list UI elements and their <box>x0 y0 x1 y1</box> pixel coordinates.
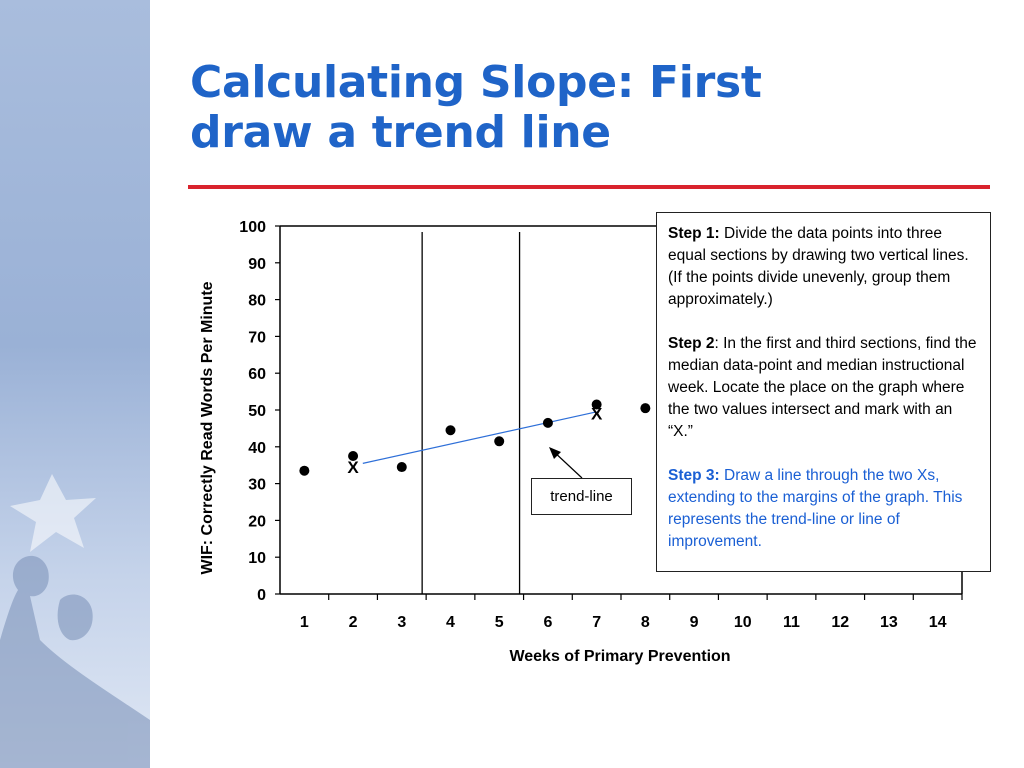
x-tick-label: 10 <box>733 614 752 631</box>
step-1-label: Step 1: <box>668 225 720 242</box>
x-axis-label: Weeks of Primary Prevention <box>509 648 731 665</box>
step-2 <box>668 333 980 443</box>
step-3-text: Draw a line through the two Xs, extending to the margins of the graph. This represents the trend-line or line of improvement. <box>668 467 963 550</box>
y-tick-label: 70 <box>248 329 266 347</box>
data-point <box>299 466 309 476</box>
trend-line-callout <box>531 478 632 515</box>
section-dividers <box>422 232 519 594</box>
y-tick-label: 30 <box>248 476 266 494</box>
y-tick-label: 100 <box>239 219 266 236</box>
x-tick-label: 11 <box>783 614 800 631</box>
x-axis-ticks <box>300 594 962 631</box>
step-3 <box>668 465 980 553</box>
data-point <box>640 403 650 413</box>
title-line-2: draw a trend line <box>190 107 611 158</box>
y-tick-label: 0 <box>257 587 266 604</box>
y-tick-label: 40 <box>248 439 266 457</box>
data-point <box>446 425 456 435</box>
x-tick-label: 9 <box>689 614 699 631</box>
x-tick-label: 4 <box>446 614 455 631</box>
step-1-text: Divide the data points into three equal sections by drawing two vertical lines. (If the points divide unevenly, group them approximately.) <box>668 225 969 308</box>
step-1 <box>668 223 980 311</box>
x-tick-label: 13 <box>880 614 898 631</box>
y-tick-label: 60 <box>248 366 266 384</box>
x-tick-label: 3 <box>397 614 407 631</box>
y-tick-label: 20 <box>248 513 266 531</box>
y-axis-ticks <box>239 219 280 604</box>
x-tick-label: 6 <box>543 614 553 631</box>
median-x-mark: X <box>590 404 603 424</box>
data-point <box>397 462 407 472</box>
median-marks <box>347 405 603 477</box>
title-line-1: Calculating Slope: First <box>190 57 762 108</box>
step-2-label: Step 2 <box>668 335 715 352</box>
x-tick-label: 8 <box>640 614 650 631</box>
x-tick-label: 14 <box>928 614 947 631</box>
median-x-mark: X <box>347 458 359 478</box>
y-axis-label: WIF: Correctly Read Words Per Minute <box>199 281 216 575</box>
data-point <box>494 436 504 446</box>
step-3-label: Step 3: <box>668 467 720 484</box>
y-tick-label: 10 <box>248 550 266 568</box>
steps-text-box <box>656 212 991 572</box>
x-tick-label: 1 <box>299 614 309 631</box>
x-tick-label: 7 <box>592 614 602 631</box>
data-point <box>543 418 553 428</box>
y-tick-label: 90 <box>248 255 266 273</box>
trend-line-callout-text: trend-line <box>550 488 613 505</box>
x-tick-label: 5 <box>494 614 504 631</box>
step-2-text: : In the first and third sections, find the median data-point and median instructional week. Locate the place on the graph where the two values intersect and mark with an “X.” <box>668 335 977 440</box>
x-tick-label: 2 <box>348 614 358 631</box>
x-tick-label: 12 <box>831 614 850 631</box>
y-tick-label: 50 <box>248 403 266 420</box>
y-tick-label: 80 <box>248 292 266 310</box>
trend-line <box>363 412 597 464</box>
